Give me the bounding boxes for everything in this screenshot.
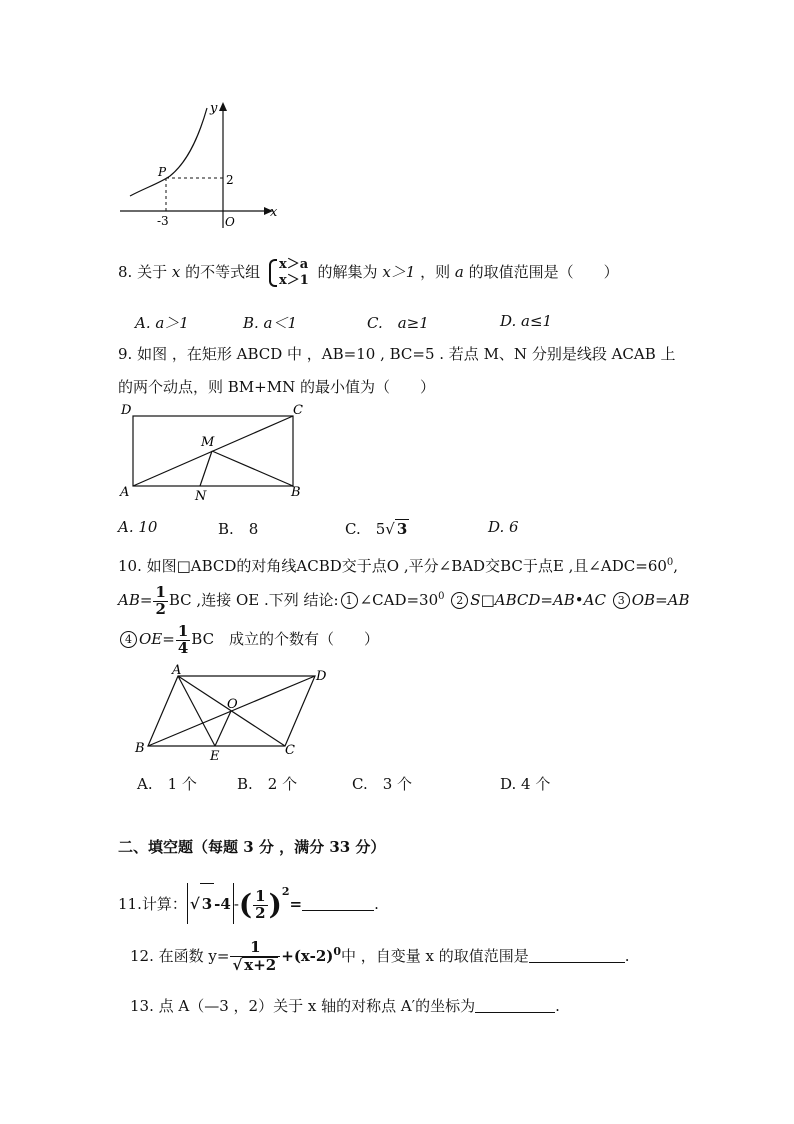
origin-label: O [225,215,235,229]
fraction-2-denominator: 4 [177,638,189,657]
q10-line-3-end: BC 成立的个数有（ ） [191,630,380,648]
q13-text: 13. 点 A（—3 ，2）关于 x 轴的对称点 A′的坐标为 [130,997,476,1015]
q11-equals: = [289,895,303,913]
y-tick-label: 2 [226,173,234,187]
q11-denominator: 2 [255,903,266,922]
fraction-half [153,582,167,618]
q8-text-1: 关于 [137,263,168,281]
q12-answer-blank[interactable] [529,948,625,963]
q10-ab-eq: AB= [118,591,153,609]
y-axis-arrow-icon [219,102,227,111]
function-graph-figure [115,98,285,233]
q8-option-a: A. a＞1 [135,314,189,332]
label-n: N [195,489,207,504]
q8-var-x: x [171,263,181,281]
point-p-label: P [158,165,167,179]
label-b: B [135,741,145,756]
label-m: M [201,435,215,450]
q13-answer-blank[interactable] [475,998,555,1013]
label-b: B [291,485,301,500]
x-tick-label: -3 [157,214,169,228]
question-12 [130,932,630,976]
q11-dash: - [233,895,239,913]
system-line-1: x＞a [278,256,309,272]
label-c: C [293,403,303,418]
label-d: D [316,669,327,684]
q8-var-a: a [454,263,464,281]
label-e: E [210,749,220,764]
section-2-title: 二、填空题（每题 3 分 ，满分 33 分） [118,838,386,856]
inequality-system [269,257,309,290]
question-13 [130,995,560,1016]
q9-option-b: B. 8 [218,520,259,538]
segment-oe [215,711,231,746]
label-a: A [120,485,130,500]
q12-fraction [230,940,280,974]
y-axis-label: y [210,101,218,116]
q12-numerator: 1 [230,940,280,957]
rectangle-figure [115,398,315,506]
q8-text-2: 的不等式组 [185,263,261,281]
label-d: D [121,403,132,418]
q9-option-a: A. 10 [118,518,158,536]
q11-label: 11.计算： [118,895,187,913]
system-line-2: x＞1 [278,273,309,288]
q10-option-d: D. 4 个 [500,775,551,793]
left-paren: ( [238,888,253,921]
q9-option-c-radicand: 3 [396,520,408,538]
statement-1: ∠CAD=30 [359,591,439,609]
sqrt-icon: √ [385,520,395,538]
q10-line-3 [118,622,379,656]
q11-fraction [253,886,267,922]
q11-exponent: 2 [281,885,290,898]
q8-option-b: B. a＜1 [243,314,298,332]
label-a: A [172,664,182,678]
q8-option-c: C. a≥1 [367,314,429,332]
q12-denominator [230,957,280,974]
segment-bm [212,451,293,486]
q10-line-1-text: 10. 如图□ABCD的对角线ACBD交于点O ,平分∠BAD交BC于点E ,且∠ADC=60 [118,557,667,575]
q10-oe-eq: OE= [139,630,175,648]
q10-option-c: C. 3 个 [352,775,413,793]
q8-text-5: ，则 [420,263,451,281]
q13-end: . [555,997,560,1015]
statement-3: OB=AB [631,591,690,609]
q8-text-3: 的解集为 [317,263,378,281]
q10-line-1-end: , [673,557,679,575]
fraction-2-numerator: 1 [177,621,189,640]
q11-end: . [374,895,379,913]
q9-line-1: 9. 如图 ，在矩形 ABCD 中 ，AB=10 , BC=5 . 若点 M、N 分别是线段 ACAB 上 [118,345,676,363]
question-8 [118,255,619,289]
right-paren: ) [268,888,282,921]
q10-option-a: A. 1 个 [137,775,197,793]
q10-line-2 [118,580,690,617]
q9-option-c [345,518,409,539]
q10-line-1 [118,555,678,576]
sqrt-icon: √ [232,956,243,974]
q11-numerator: 1 [255,886,266,905]
q12-plus-term: +(x-2) [281,947,334,965]
q12-text: 中 ，自变量 x 的取值范围是 [341,947,529,965]
q9-line-2: 的两个动点，则 BM+MN 的最小值为（ ） [118,378,435,396]
question-11 [118,872,379,925]
absolute-value [187,883,234,924]
q11-answer-blank[interactable] [302,896,374,911]
q10-option-b: B. 2 个 [237,775,298,793]
q12-radicand: x+2 [244,956,277,974]
q9-option-d: D. 6 [488,518,519,536]
function-curve [130,108,207,196]
fraction-quarter [176,621,190,657]
parallelogram-figure [130,664,340,764]
statement-2: S□ABCD=AB•AC [470,591,606,609]
q12-end: . [624,947,630,965]
fraction-numerator: 1 [155,582,166,601]
q8-text-6: 的取值范围是（ ） [468,263,619,281]
x-axis-label: x [270,205,278,220]
degree-sup: 0 [666,557,674,568]
q11-radicand: 3 [200,883,214,924]
q8-option-d: D. a≤1 [500,312,553,330]
q9-option-c-text: C. 5 [345,520,386,538]
statement-1-sup: 0 [438,591,445,602]
sqrt-icon: √ [189,895,200,913]
circled-number-1: 1 [341,592,358,609]
q12-start: 12. 在函数 y= [130,947,230,965]
circled-number-2: 2 [451,592,468,609]
fraction-denominator: 2 [155,599,166,618]
q8-number: 8. [118,263,133,281]
q12-exponent: 0 [333,945,342,958]
segment-ae [178,676,215,746]
q10-line-2-mid: BC ,连接 OE .下列 结论: [168,591,339,609]
q8-text-4: x＞1 [382,263,416,281]
label-o: O [227,697,238,712]
circled-number-4: 4 [120,631,137,648]
q11-minus-4: -4 [214,895,231,913]
circled-number-3: 3 [613,592,630,609]
label-c: C [285,743,295,758]
